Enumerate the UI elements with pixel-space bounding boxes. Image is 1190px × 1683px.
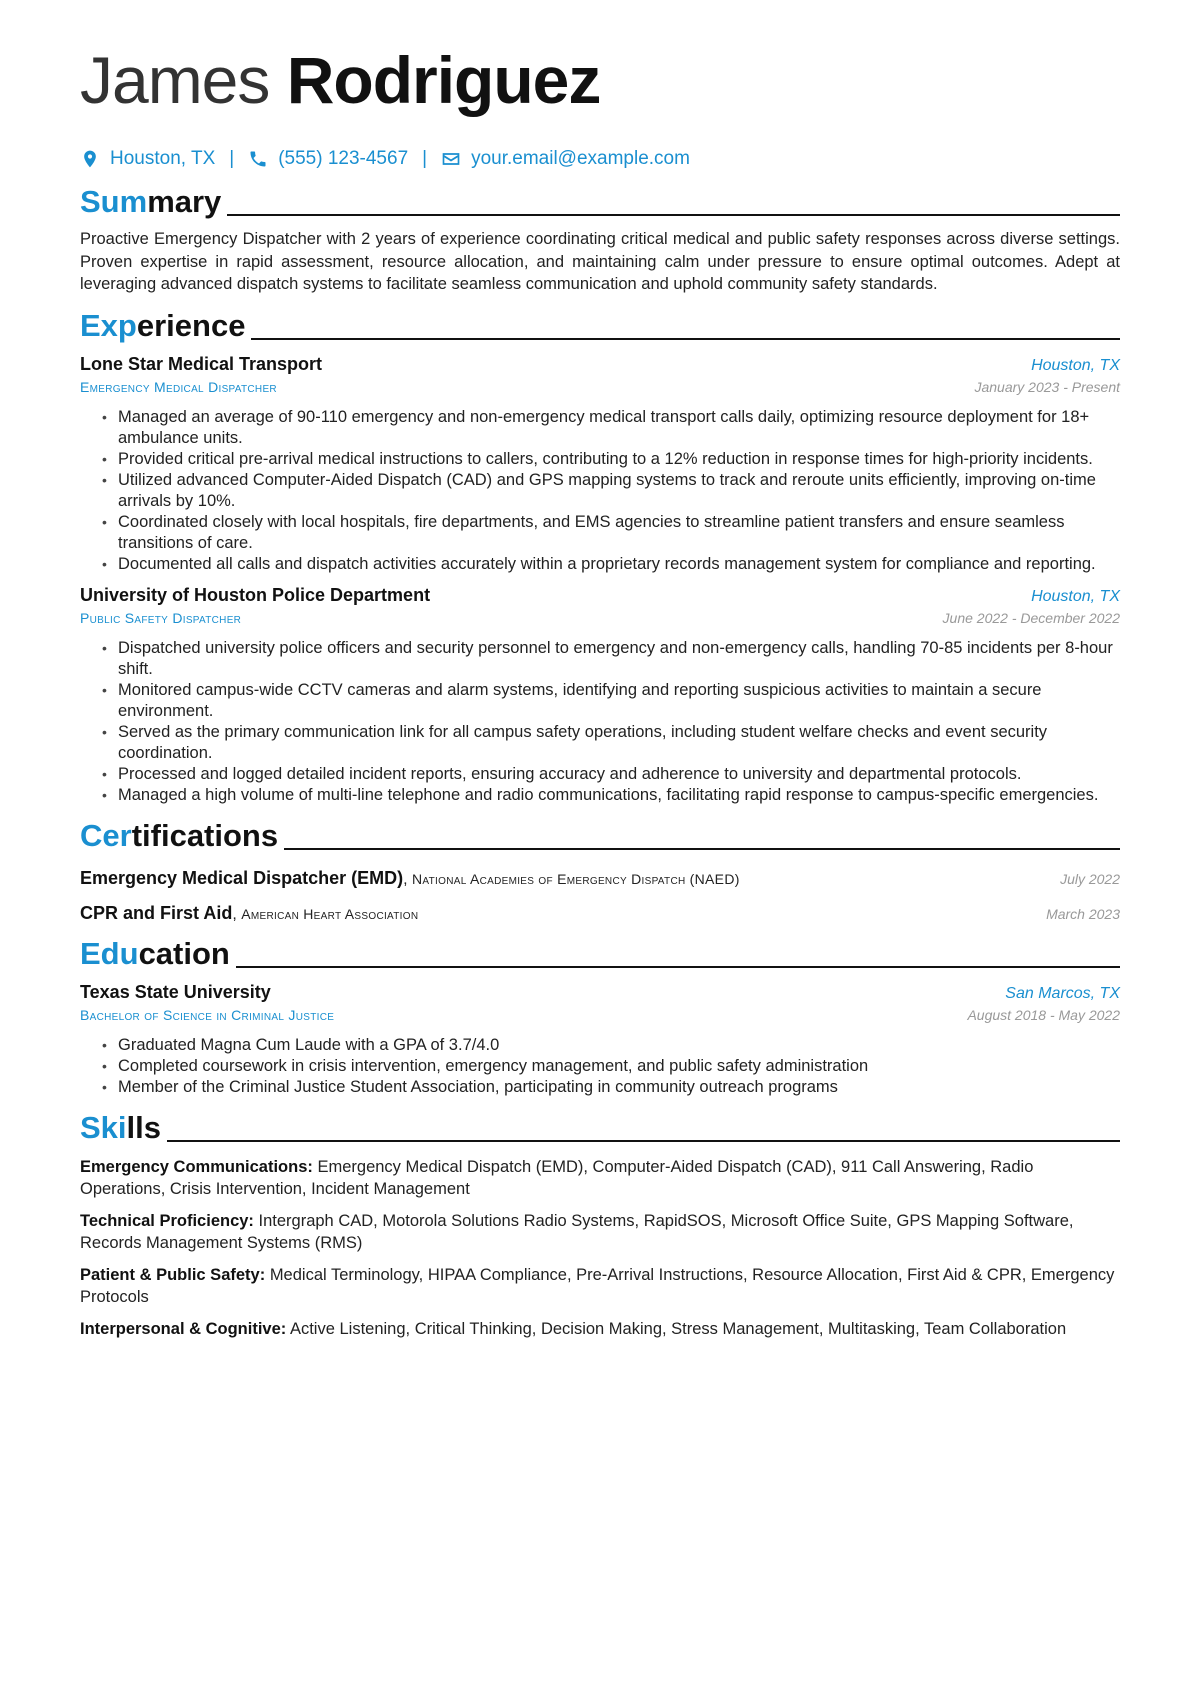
title-highlight: Sum (80, 184, 148, 219)
bullet-item: • Documented all calls and dispatch activities accurately within a proprietary records management system for compliance and reporting. (118, 554, 1120, 575)
skill-group (80, 1264, 1120, 1308)
skill-values: Medical Terminology, HIPAA Compliance, Pre-Arrival Instructions, Resource Allocation, First Aid & CPR, Emergency Protocols (80, 1265, 1115, 1306)
job-bullets (80, 407, 1120, 575)
title-rest: mary (147, 184, 222, 219)
phone-text: (555) 123-4567 (278, 148, 409, 169)
degree-name: Bachelor of Science in Criminal Justice (80, 1006, 335, 1023)
school-location: San Marcos, TX (1005, 984, 1120, 1002)
title-rest: erience (136, 307, 246, 343)
title-rest: lls (126, 1109, 161, 1145)
title-rest: tifications (131, 817, 279, 853)
section-title (80, 1110, 161, 1146)
bullet-item: • Managed a high volume of multi-line telephone and radio communications, facilitating rapid response to campus-specific emergencies. (118, 785, 1120, 806)
job-bullets (80, 638, 1120, 806)
resume-page (80, 40, 1120, 1340)
certification-item: Emergency Medical Dispatcher (EMD), National Academies of Emergency Dispatch (NAED) July 2022 (80, 867, 1120, 888)
title-highlight: Ski (80, 1109, 127, 1145)
map-marker-icon (80, 149, 100, 169)
bullet-item: • Served as the primary communication link for all campus safety operations, including student welfare checks and event security coordination. (118, 722, 1120, 764)
envelope-icon (441, 149, 461, 169)
education-heading (80, 934, 1120, 972)
title-highlight: Exp (80, 307, 137, 343)
skill-values: Active Listening, Critical Thinking, Decision Making, Stress Management, Multitasking, Team Collaboration (289, 1319, 1067, 1338)
employer-name: University of Houston Police Department (80, 584, 431, 605)
education-entry (80, 982, 1120, 1098)
skills-heading (80, 1108, 1120, 1146)
education-dates: August 2018 - May 2022 (967, 1006, 1120, 1023)
certification-issuer: National Academies of Emergency Dispatch (NAED) (412, 870, 740, 887)
bullet-item: • Graduated Magna Cum Laude with a GPA of 3.7/4.0 (118, 1035, 1120, 1056)
contact-bar (80, 146, 1120, 172)
bullet-item: • Completed coursework in crisis intervention, emergency management, and public safety administration (118, 1056, 1120, 1077)
skill-group (80, 1318, 1120, 1340)
bullet-item: • Processed and logged detailed incident reports, ensuring accuracy and adherence to university and departmental protocols. (118, 764, 1120, 785)
contact-location (80, 148, 215, 170)
title-highlight: Cer (80, 817, 132, 853)
section-rule (251, 338, 1120, 340)
job-dates: January 2023 - Present (974, 378, 1120, 395)
contact-email[interactable] (441, 148, 690, 170)
bullet-item: • Member of the Criminal Justice Student Association, participating in community outreach programs (118, 1077, 1120, 1098)
experience-heading (80, 306, 1120, 344)
phone-icon (248, 149, 268, 169)
certification-name: CPR and First Aid (80, 902, 233, 923)
bullet-item: • Coordinated closely with local hospitals, fire departments, and EMS agencies to streamline patient transfers and ensure seamless transitions of care. (118, 512, 1120, 554)
certification-issuer: American Heart Association (241, 905, 419, 922)
skill-label: Emergency Communications: (80, 1157, 313, 1176)
contact-separator: | (422, 148, 428, 169)
section-rule (236, 966, 1120, 968)
section-rule (167, 1140, 1120, 1142)
skill-label: Interpersonal & Cognitive: (80, 1319, 287, 1338)
certifications-heading (80, 816, 1120, 854)
skill-group (80, 1210, 1120, 1254)
section-rule (227, 214, 1120, 216)
certification-name: Emergency Medical Dispatcher (EMD) (80, 867, 404, 888)
candidate-name (80, 40, 1120, 120)
school-name: Texas State University (80, 981, 271, 1002)
job-title: Public Safety Dispatcher (80, 609, 242, 626)
bullet-item: • Monitored campus-wide CCTV cameras and alarm systems, identifying and reporting suspicious activities to maintain a secure environment. (118, 680, 1120, 722)
bullet-item: • Dispatched university police officers and security personnel to emergency and non-emergency calls, handling 70-85 incidents per 8-hour shift. (118, 638, 1120, 680)
summary-heading (80, 182, 1120, 220)
section-rule (284, 848, 1120, 850)
last-name: Rodriguez (286, 43, 601, 117)
skill-label: Technical Proficiency: (80, 1211, 254, 1230)
section-title (80, 184, 221, 220)
bullet-item: • Managed an average of 90-110 emergency and non-emergency medical transport calls daily, optimizing resource deployment for 18+ ambulance units. (118, 407, 1120, 449)
email-text: your.email@example.com (471, 148, 690, 169)
bullet-item: • Provided critical pre-arrival medical instructions to callers, contributing to a 12% reduction in response times for high-priority incidents. (118, 449, 1120, 470)
job-title: Emergency Medical Dispatcher (80, 378, 277, 395)
skill-values: Intergraph CAD, Motorola Solutions Radio Systems, RapidSOS, Microsoft Office Suite, GPS Mapping Software, Records Management Systems (RMS) (80, 1211, 1074, 1252)
employer-name: Lone Star Medical Transport (80, 353, 323, 374)
section-title (80, 308, 245, 344)
job-dates: June 2022 - December 2022 (942, 609, 1120, 626)
experience-entry (80, 354, 1120, 575)
location-text: Houston, TX (110, 148, 216, 169)
section-title (80, 818, 278, 854)
contact-separator: | (229, 148, 235, 169)
skill-label: Patient & Public Safety: (80, 1265, 266, 1284)
skill-group (80, 1156, 1120, 1200)
skill-values: Emergency Medical Dispatch (EMD), Computer-Aided Dispatch (CAD), 911 Call Answering, Radio Operations, Crisis Intervention, Incident Management (80, 1157, 1034, 1198)
section-title (80, 936, 230, 972)
certification-date: July 2022 (1060, 870, 1120, 887)
contact-phone[interactable] (248, 148, 408, 170)
job-location: Houston, TX (1031, 587, 1120, 605)
first-name: James (80, 43, 270, 117)
title-highlight: Edu (80, 935, 139, 971)
certification-date: March 2023 (1046, 905, 1120, 922)
bullet-item: • Utilized advanced Computer-Aided Dispatch (CAD) and GPS mapping systems to track and reroute units efficiently, improving on-time arrivals by 10%. (118, 470, 1120, 512)
title-rest: cation (138, 935, 230, 971)
experience-entry (80, 585, 1120, 806)
certification-item: CPR and First Aid, American Heart Association March 2023 (80, 902, 1120, 923)
summary-text: Proactive Emergency Dispatcher with 2 years of experience coordinating critical medical and public safety responses across diverse settings. Proven expertise in rapid assessment, resource allocation, and maintaining calm under pressure to ensure optimal outcomes. Adept at leveraging advanced dispatch systems to facilitate seamless communication and uphold community safety standards. (80, 230, 1120, 293)
job-location: Houston, TX (1031, 356, 1120, 374)
education-bullets (80, 1035, 1120, 1098)
